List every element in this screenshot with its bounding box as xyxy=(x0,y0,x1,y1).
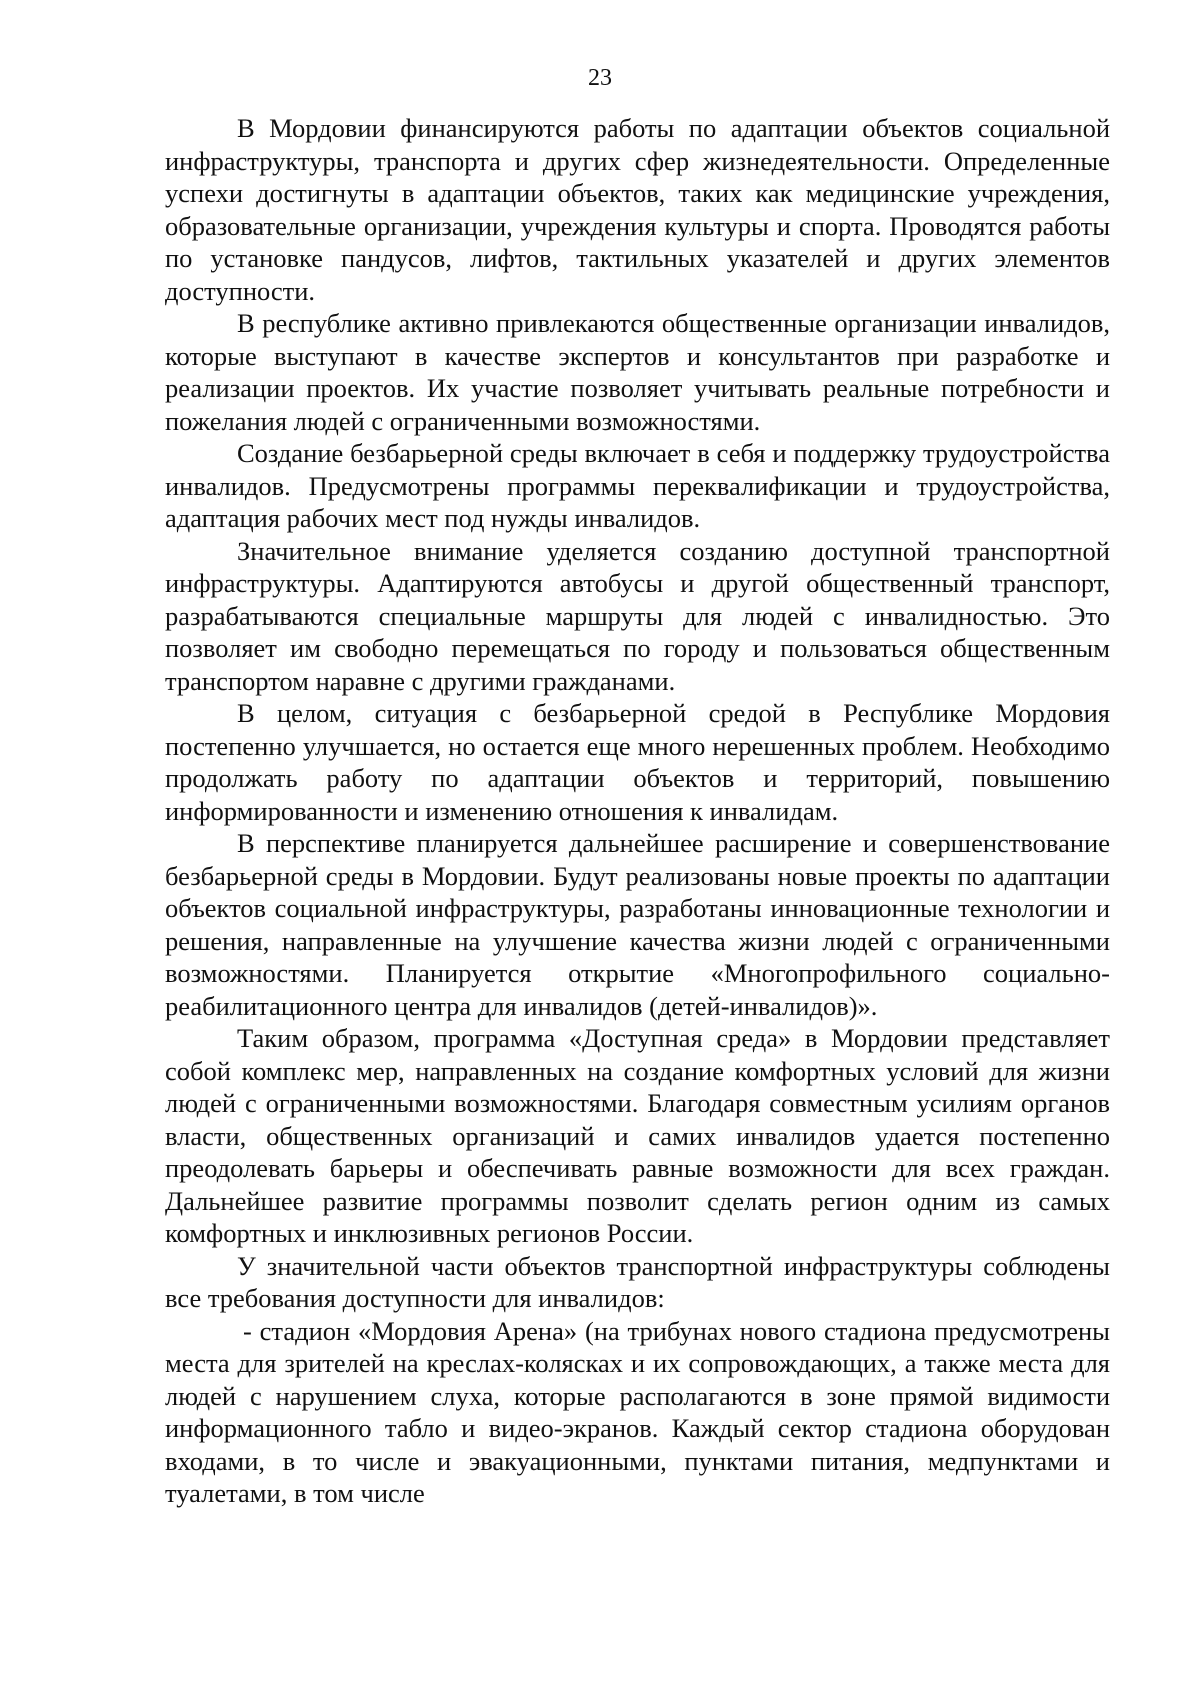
paragraph: В Мордовии финансируются работы по адаптации объектов социальной инфраструктуры, транспорта и других сфер жизнедеятельности. Определенные успехи достигнуты в адаптации объектов, таких как медицинские учреждения, образовательные организации, учреждения культуры и спорта. Проводятся работы по установке пандусов, лифтов, тактильных указателей и других элементов доступности. xyxy=(165,113,1110,306)
paragraph: Таким образом, программа «Доступная среда» в Мордовии представляет собой комплекс мер, направленных на создание комфортных условий для жизни людей с ограниченными возможностями. Благодаря совместным усилиям органов власти, общественных организаций и самих инвалидов удается постепенно преодолевать барьеры и обеспечивать равные возможности для всех граждан. Дальнейшее развитие программы позволит сделать регион одним из самых комфортных и инклюзивных регионов России. xyxy=(165,1023,1110,1248)
paragraph: В целом, ситуация с безбарьерной средой в Республике Мордовия постепенно улучшается, но остается еще много нерешенных проблем. Необходимо продолжать работу по адаптации объектов и территорий, повышению информированности и изменению отношения к инвалидам. xyxy=(165,698,1110,826)
paragraph: В республике активно привлекаются общественные организации инвалидов, которые выступают в качестве экспертов и консультантов при разработке и реализации проектов. Их участие позволяет учитывать реальные потребности и пожелания людей с ограниченными возможностями. xyxy=(165,308,1110,436)
paragraph: Создание безбарьерной среды включает в себя и поддержку трудоустройства инвалидов. Предусмотрены программы переквалификации и трудоустройства, адаптация рабочих мест под нужды инвалидов. xyxy=(165,438,1110,533)
paragraph: В перспективе планируется дальнейшее расширение и совершенствование безбарьерной среды в Мордовии. Будут реализованы новые проекты по адаптации объектов социальной инфраструктуры, разработаны инновационные технологии и решения, направленные на улучшение качества жизни людей с ограниченными возможностями. Планируется открытие «Многопрофильного социально-реабилитационного центра для инвалидов (детей-инвалидов)». xyxy=(165,828,1110,1021)
document-body xyxy=(165,112,1110,1510)
list-item-paragraph: - стадион «Мордовия Арена» (на трибунах нового стадиона предусмотрены места для зрителей на креслах-колясках и их сопровождающих, а также места для людей с нарушением слуха, которые располагаются в зоне прямой видимости информационного табло и видео-экранов. Каждый сектор стадиона оборудован входами, в то числе и эвакуационными, пунктами питания, медпунктами и туалетами, в том числе xyxy=(165,1315,1110,1508)
page-number: 23 xyxy=(588,65,612,91)
paragraph: Значительное внимание уделяется созданию доступной транспортной инфраструктуры. Адаптируются автобусы и другой общественный транспорт, разрабатываются специальные маршруты для людей с инвалидностью. Это позволяет им свободно перемещаться по городу и пользоваться общественным транспортом наравне с другими гражданами. xyxy=(165,535,1110,696)
paragraph: У значительной части объектов транспортной инфраструктуры соблюдены все требования доступности для инвалидов: xyxy=(165,1250,1110,1313)
